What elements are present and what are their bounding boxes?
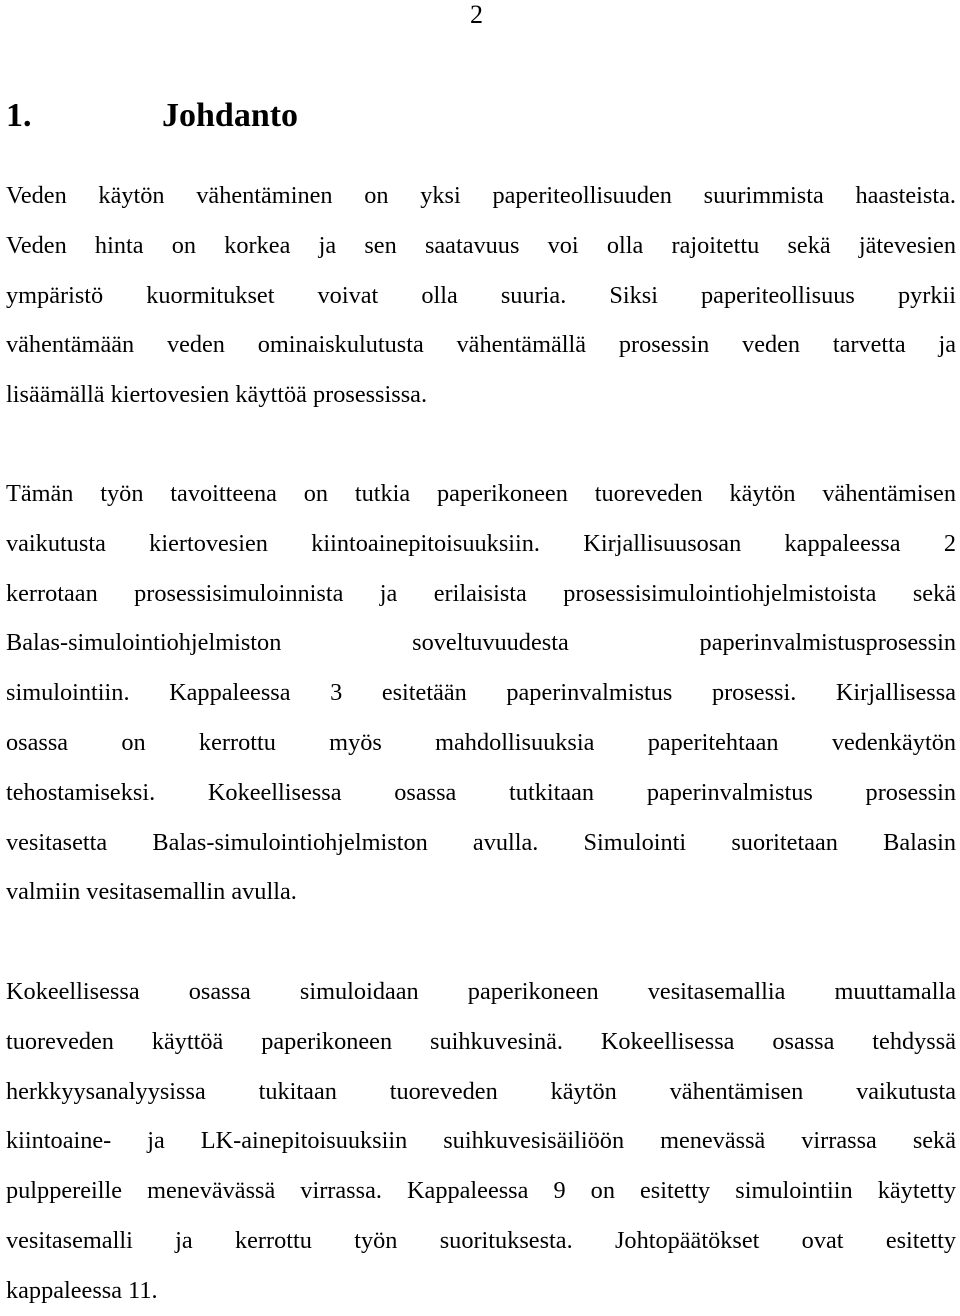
text-line: vesitasetta Balas-simulointiohjelmiston avulla. Simulointi suoritetaan Balasin bbox=[6, 828, 956, 856]
text-line: lisäämällä kiertovesien käyttöä prosessissa. bbox=[6, 381, 428, 409]
text-line: kappaleessa 11. bbox=[6, 1276, 158, 1304]
text-line: vaikutusta kiertovesien kiintoainepitoisuuksiin. Kirjallisuusosan kappaleessa 2 bbox=[6, 529, 956, 557]
paragraph-3 bbox=[6, 967, 956, 1316]
text-line: kiintoaine- ja LK-ainepitoisuuksiin suihkuvesisäiliöön menevässä virrassa sekä bbox=[6, 1127, 956, 1155]
text-line: ympäristö kuormitukset voivat olla suuria. Siksi paperiteollisuus pyrkii bbox=[6, 281, 956, 309]
text-line: pulppereille menevävässä virrassa. Kappaleessa 9 on esitetty simulointiin käytetty bbox=[6, 1177, 956, 1205]
text-line: vesitasemalli ja kerrottu työn suorituksesta. Johtopäätökset ovat esitetty bbox=[6, 1226, 956, 1254]
text-line: Kokeellisessa osassa simuloidaan paperikoneen vesitasemallia muuttamalla bbox=[6, 978, 956, 1005]
text-line: tehostamiseksi. Kokeellisessa osassa tutkitaan paperinvalmistus prosessin bbox=[6, 778, 956, 806]
section-title: Johdanto bbox=[162, 97, 299, 134]
text-line: kerrotaan prosessisimuloinnista ja erilaisista prosessisimulointiohjelmistoista sekä bbox=[6, 579, 956, 607]
paragraph-2 bbox=[6, 469, 956, 917]
text-line: Veden käytön vähentäminen on yksi paperiteollisuuden suurimmista haasteista. bbox=[6, 182, 956, 209]
paragraph-1 bbox=[6, 171, 956, 420]
text-line: vähentämään veden ominaiskulutusta vähentämällä prosessin veden tarvetta ja bbox=[6, 331, 956, 359]
text-line: tuoreveden käyttöä paperikoneen suihkuvesinä. Kokeellisessa osassa tehdyssä bbox=[6, 1027, 956, 1055]
text-line: simulointiin. Kappaleessa 3 esitetään paperinvalmistus prosessi. Kirjallisessa bbox=[6, 679, 956, 707]
section-heading bbox=[6, 94, 298, 138]
text-line: Tämän työn tavoitteena on tutkia paperikoneen tuoreveden käytön vähentämisen bbox=[6, 480, 956, 507]
text-line: Veden hinta on korkea ja sen saatavuus voi olla rajoitettu sekä jätevesien bbox=[6, 231, 956, 259]
page-number: 2 bbox=[470, 0, 483, 29]
section-number: 1. bbox=[6, 97, 32, 134]
text-line: valmiin vesitasemallin avulla. bbox=[6, 878, 297, 906]
text-line: Balas-simulointiohjelmiston soveltuvuudesta paperinvalmistusprosessin bbox=[6, 629, 956, 657]
text-line: herkkyysanalyysissa tukitaan tuoreveden käytön vähentämisen vaikutusta bbox=[6, 1077, 956, 1105]
text-line: osassa on kerrottu myös mahdollisuuksia paperitehtaan vedenkäytön bbox=[6, 728, 956, 756]
